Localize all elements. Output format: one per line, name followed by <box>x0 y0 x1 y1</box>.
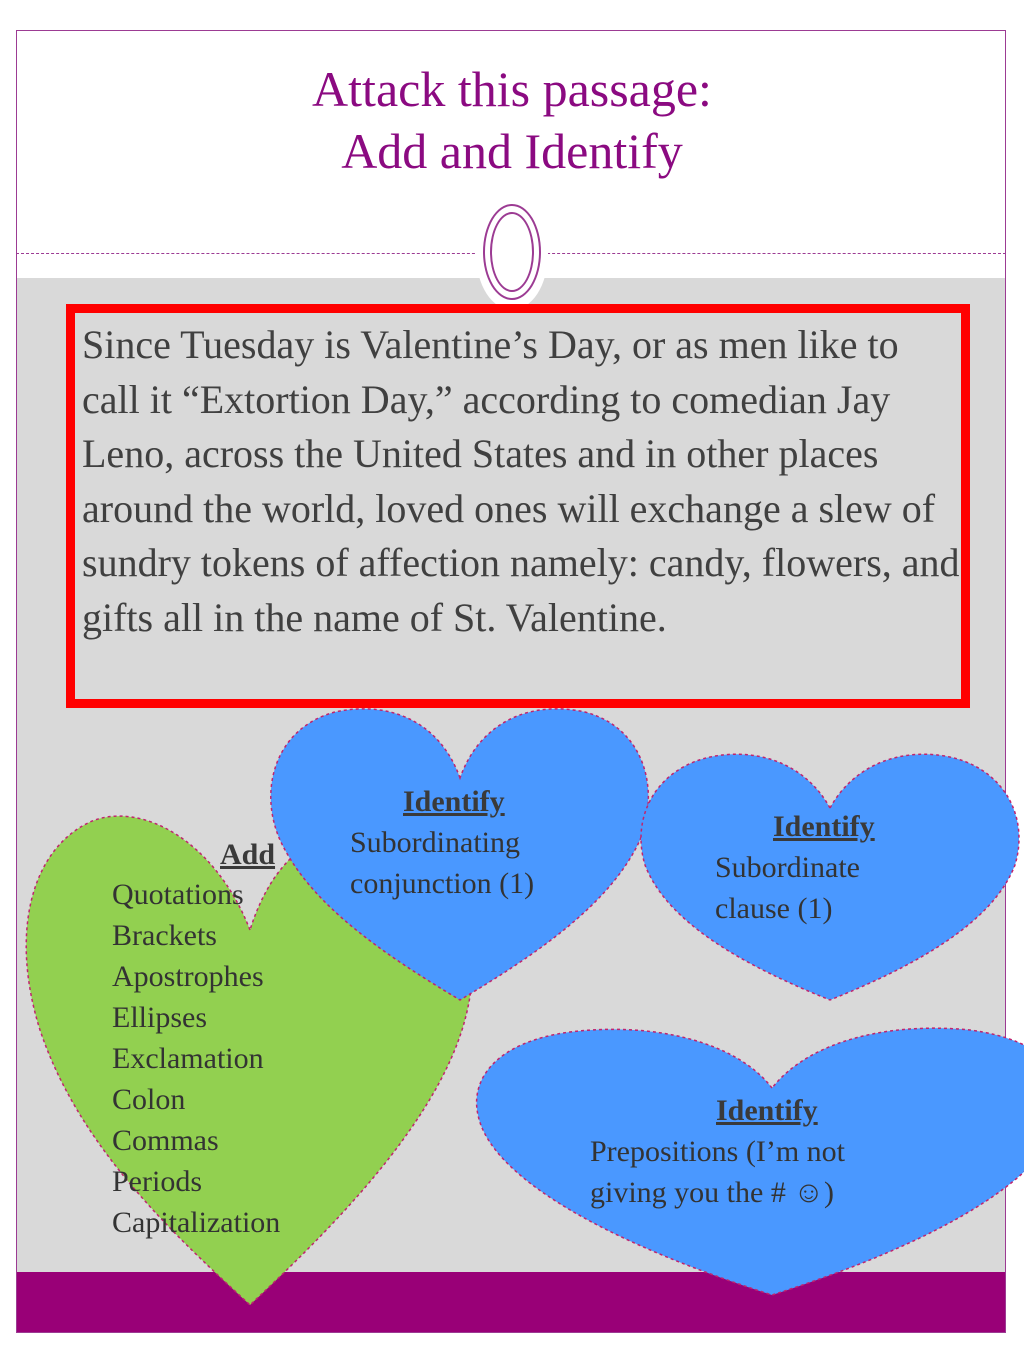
title-line-1: Attack this passage: <box>312 61 712 117</box>
list-item: Capitalization <box>112 1206 281 1239</box>
list-item: Quotations <box>112 878 244 911</box>
list-item: Exclamation <box>112 1042 264 1075</box>
list-item: Colon <box>112 1083 186 1116</box>
identify-heart-1-title: Identify <box>403 785 505 818</box>
identify-heart-1-body <box>350 822 534 904</box>
list-item: Ellipses <box>112 1001 207 1034</box>
list-item: Brackets <box>112 919 217 952</box>
heart-line: conjunction (1) <box>350 867 535 900</box>
passage-text: Since Tuesday is Valentine’s Day, or as men like to call it “Extortion Day,” according to comedian Jay Leno, across the United States and in other places around the world, loved ones will exchange a slew of sundry tokens of affection namely: candy, flowers, and gifts all in the name of St. Valentine. <box>82 322 960 640</box>
add-heart-title: Add <box>220 838 276 871</box>
heart-line: clause (1) <box>715 892 833 925</box>
heart-line: Prepositions (I’m not <box>590 1135 845 1168</box>
list-item: Periods <box>112 1165 202 1198</box>
list-item: Commas <box>112 1124 219 1157</box>
heart-line: Subordinate <box>715 851 860 884</box>
identify-heart-2-body <box>715 847 860 929</box>
list-item: Apostrophes <box>112 960 264 993</box>
identify-heart-3-body <box>590 1131 845 1213</box>
identify-heart-3-title: Identify <box>716 1094 818 1127</box>
title-line-2: Add and Identify <box>341 123 683 179</box>
identify-heart-2-title: Identify <box>773 810 875 843</box>
add-heart-list <box>112 874 280 1243</box>
heart-line: Subordinating <box>350 826 520 859</box>
heart-line: giving you the # ☺) <box>590 1176 834 1209</box>
